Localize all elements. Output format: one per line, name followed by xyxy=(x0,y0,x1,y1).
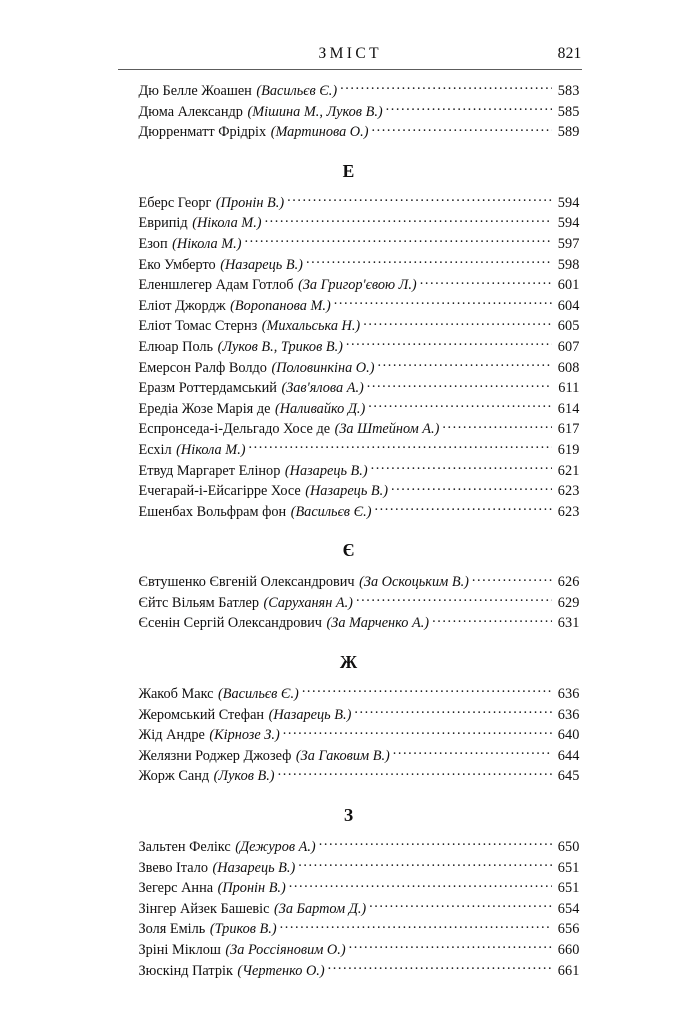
toc-entry-page-number: 594 xyxy=(557,215,580,232)
toc-entry-page-number: 585 xyxy=(557,103,580,120)
toc-entry-author: (Назарець В.) xyxy=(268,706,352,723)
toc-entry-author: (Васильєв Є.) xyxy=(256,83,338,99)
toc-entry-author: (За Григор'євою Л.) xyxy=(298,277,417,294)
toc-entry-author: (За Оскоцьким В.) xyxy=(359,574,469,591)
toc-entry-name: Есхіл xyxy=(138,441,172,458)
toc-entry-name: Звево Італо xyxy=(138,859,208,876)
toc-entry-page-number: 608 xyxy=(557,359,580,376)
toc-entry[interactable] xyxy=(118,399,580,420)
toc-entry-author: (Михальська Н.) xyxy=(261,318,361,335)
toc-entry-dot-leader xyxy=(356,593,552,607)
toc-entry[interactable] xyxy=(118,502,580,523)
toc-entry-dot-leader xyxy=(349,940,552,954)
toc-entry-dot-leader xyxy=(442,419,551,433)
toc-entry[interactable] xyxy=(118,593,580,614)
toc-entry-author: (Нікола М.) xyxy=(172,235,242,252)
toc-entry-author: (Назарець В.) xyxy=(284,462,368,479)
toc-entry-name: Жід Андре xyxy=(138,727,205,744)
toc-entry-name: Зегерс Анна xyxy=(138,880,214,897)
toc-entry[interactable] xyxy=(118,572,580,593)
toc-entry[interactable] xyxy=(118,837,580,858)
toc-entry-dot-leader xyxy=(302,684,552,698)
toc-entry[interactable] xyxy=(118,705,580,726)
toc-entry-name: Еленшлегер Адам Готлоб xyxy=(138,277,294,294)
toc-entry[interactable] xyxy=(118,746,580,767)
toc-entry-name: Етвуд Маргарет Елінор xyxy=(138,462,281,479)
toc-entry-dot-leader xyxy=(386,102,552,116)
toc-entry-page-number: 645 xyxy=(557,768,580,785)
toc-entry-dot-leader xyxy=(346,337,552,351)
toc-entry-list xyxy=(118,81,580,143)
section-letter-heading: Є xyxy=(342,540,355,561)
toc-entry[interactable] xyxy=(118,296,580,317)
toc-entry-dot-leader xyxy=(334,296,552,310)
toc-entry-dot-leader xyxy=(374,502,551,516)
running-head xyxy=(118,44,580,70)
toc-entry-name: Жакоб Макс xyxy=(138,686,214,703)
toc-entry-dot-leader xyxy=(306,255,552,269)
toc-entry[interactable] xyxy=(118,725,580,746)
toc-entry-page-number: 629 xyxy=(557,594,580,611)
toc-entry[interactable] xyxy=(118,878,580,899)
toc-entry-name: Дюма Александр xyxy=(138,103,243,120)
toc-entry[interactable] xyxy=(118,919,580,940)
header-rule xyxy=(118,69,582,70)
toc-section xyxy=(118,161,580,523)
toc-section xyxy=(118,652,580,787)
toc-entry-page-number: 594 xyxy=(557,194,580,211)
toc-entry-dot-leader xyxy=(280,919,552,933)
toc-entry-author: (Васильєв Є.) xyxy=(290,503,372,520)
toc-entry[interactable] xyxy=(118,766,580,787)
toc-entry-author: (За Штейном А.) xyxy=(334,421,440,438)
toc-entry-list xyxy=(118,837,580,981)
toc-entry-dot-leader xyxy=(265,213,552,227)
toc-entry-dot-leader xyxy=(340,81,551,95)
toc-entry-name: Ередіа Жозе Марія де xyxy=(138,400,271,417)
toc-entry-dot-leader xyxy=(432,613,551,627)
toc-entry-name: Дюрренматт Фрідріх xyxy=(138,124,267,141)
toc-entry-name: Езоп xyxy=(138,235,168,252)
toc-entry-list xyxy=(118,193,580,523)
toc-entry-dot-leader xyxy=(287,193,551,207)
toc-entry-page-number: 607 xyxy=(557,338,580,355)
toc-entry-dot-leader xyxy=(363,316,551,330)
toc-entry-page-number: 651 xyxy=(557,880,580,897)
toc-entry-page-number: 644 xyxy=(557,747,580,764)
toc-entry-name: Еліот Джордж xyxy=(138,297,226,314)
toc-entry[interactable] xyxy=(118,684,580,705)
toc-entry-page-number: 656 xyxy=(557,921,580,938)
toc-entry-page-number: 654 xyxy=(557,900,580,917)
toc-entry-page-number: 583 xyxy=(557,83,580,99)
toc-entry-list xyxy=(118,684,580,787)
toc-entry-author: (За Гаковим В.) xyxy=(295,747,390,764)
toc-entry[interactable] xyxy=(118,193,580,214)
toc-entry-dot-leader xyxy=(289,878,552,892)
toc-entry-author: (Кірнозе З.) xyxy=(209,727,280,744)
toc-entry[interactable] xyxy=(118,316,580,337)
toc-entry-author: (Чертенко О.) xyxy=(237,962,325,979)
page-title: ЗМІСТ xyxy=(318,45,382,62)
toc-entry-author: (Васильєв Є.) xyxy=(218,686,299,703)
toc-entry-dot-leader xyxy=(371,461,552,475)
toc-entry-author: (Нікола М.) xyxy=(176,441,246,458)
toc-entry-page-number: 598 xyxy=(557,256,580,273)
toc-entry-dot-leader xyxy=(319,837,552,851)
toc-entry-name: Ешенбах Вольфрам фон xyxy=(138,503,287,520)
toc-entry-dot-leader xyxy=(354,705,551,719)
toc-entry-page-number: 651 xyxy=(557,859,580,876)
toc-entry[interactable] xyxy=(118,378,580,399)
toc-entry-page-number: 661 xyxy=(557,962,580,979)
toc-entry-author: (Триков В.) xyxy=(209,921,277,938)
section-letter-heading: З xyxy=(343,805,354,826)
toc-entry-author: (За Россіяновим О.) xyxy=(225,942,346,958)
toc-entry[interactable] xyxy=(118,961,580,982)
toc-entry-dot-leader xyxy=(244,234,551,248)
toc-entry-author: (Дежуров А.) xyxy=(235,839,316,856)
toc-entry-page-number: 611 xyxy=(558,380,580,397)
toc-entry-name: Євтушенко Євгеній Олександрович xyxy=(138,574,355,591)
toc-entry-dot-leader xyxy=(283,725,552,739)
toc-entry-dot-leader xyxy=(391,481,552,495)
toc-entry[interactable] xyxy=(118,234,580,255)
toc-entry-author: (Мартинова О.) xyxy=(270,124,369,141)
toc-entry[interactable] xyxy=(118,419,580,440)
toc-entry-name: Золя Еміль xyxy=(138,921,206,938)
toc-entry-name: Зріні Міклош xyxy=(138,942,221,958)
toc-entry-page-number: 650 xyxy=(557,839,580,856)
toc-section xyxy=(118,540,580,634)
toc-entry-author: (Саруханян А.) xyxy=(263,594,353,611)
toc-entry-name: Єсенін Сергій Олександрович xyxy=(138,615,322,632)
toc-entry-name: Еберс Георг xyxy=(138,194,212,211)
toc-entry-name: Еліот Томас Стернз xyxy=(138,318,258,335)
toc-entry-author: (Воропанова М.) xyxy=(230,297,331,314)
toc-entry-name: Зальтен Фелікс xyxy=(138,839,231,856)
toc-entry-name: Еврипід xyxy=(138,215,188,232)
toc-entry-page-number: 660 xyxy=(557,942,580,958)
toc-entry-author: (Пронін В.) xyxy=(215,194,285,211)
toc-entry-page-number: 619 xyxy=(557,441,580,458)
toc-entry[interactable] xyxy=(118,213,580,234)
toc-entry[interactable] xyxy=(118,440,580,461)
toc-entry[interactable] xyxy=(118,255,580,276)
toc-entry-name: Жорж Санд xyxy=(138,768,210,785)
toc-entry-name: Еко Умберто xyxy=(138,256,216,273)
toc-entry-page-number: 589 xyxy=(557,124,580,141)
toc-entry[interactable] xyxy=(118,275,580,296)
toc-entry[interactable] xyxy=(118,899,580,920)
toc-entry-dot-leader xyxy=(368,399,551,413)
toc-entry-name: Елюар Поль xyxy=(138,338,214,355)
toc-entry-name: Ечегарай-і-Ейсагірре Хосе xyxy=(138,483,301,500)
toc-entry-author: (Назарець В.) xyxy=(305,483,388,500)
toc-entry-dot-leader xyxy=(472,572,552,586)
toc-entry-dot-leader xyxy=(367,378,552,392)
toc-entry-dot-leader xyxy=(298,858,551,872)
toc-entry[interactable] xyxy=(118,461,580,482)
toc-entry-page-number: 623 xyxy=(557,503,580,520)
toc-entry-dot-leader xyxy=(278,766,552,780)
toc-entry-page-number: 604 xyxy=(557,297,580,314)
toc-entry[interactable] xyxy=(118,481,580,502)
toc-entry-author: (За Марченко А.) xyxy=(326,615,430,632)
toc-entry-author: (Половинкіна О.) xyxy=(271,359,375,376)
toc-entry-author: (Луков В., Триков В.) xyxy=(217,338,343,355)
section-letter-heading: Е xyxy=(342,160,355,181)
section-letter-heading: Ж xyxy=(339,652,358,673)
toc-entry[interactable] xyxy=(118,858,580,879)
toc-entry-name: Дю Белле Жоашен xyxy=(138,83,252,99)
toc-entry-author: (За Бартом Д.) xyxy=(274,900,367,917)
toc-entry-page-number: 614 xyxy=(557,400,580,417)
toc-entry-name: Зінгер Айзек Башевіс xyxy=(138,900,270,917)
toc-entry-dot-leader xyxy=(377,358,551,372)
toc-entry-page-number: 605 xyxy=(557,318,580,335)
toc-entry-list xyxy=(118,572,580,634)
toc-entry-page-number: 617 xyxy=(557,421,580,438)
toc-entry-name: Єйтс Вільям Батлер xyxy=(138,594,259,611)
toc-entry[interactable] xyxy=(118,102,580,123)
toc-entry-page-number: 623 xyxy=(557,483,580,500)
toc-entry-dot-leader xyxy=(371,122,551,136)
toc-entry-page-number: 601 xyxy=(557,277,580,294)
toc-entry-author: (Пронін В.) xyxy=(217,880,286,897)
toc-entry-name: Желязни Роджер Джозеф xyxy=(138,747,292,764)
toc-section xyxy=(118,805,580,981)
toc-entry[interactable] xyxy=(118,337,580,358)
toc-entry-dot-leader xyxy=(393,746,552,760)
toc-entry-author: (Нікола М.) xyxy=(192,215,262,232)
folio-page-number: 821 xyxy=(557,45,582,62)
toc-entry-author: (Луков В.) xyxy=(213,768,275,785)
toc-entry-page-number: 597 xyxy=(557,235,580,252)
toc-entry-dot-leader xyxy=(369,899,551,913)
toc-entry-author: (Назарець В.) xyxy=(212,859,296,876)
toc-entry[interactable] xyxy=(118,81,580,102)
toc-entry-page-number: 636 xyxy=(557,686,580,703)
toc-entry-name: Зюскінд Патрік xyxy=(138,962,233,979)
toc-entry-author: (Зав'ялова А.) xyxy=(281,380,364,397)
toc-entry-page-number: 636 xyxy=(557,706,580,723)
toc-entry-author: (Назарець В.) xyxy=(220,256,303,273)
toc-entry-name: Емерсон Ралф Волдо xyxy=(138,359,267,376)
toc-entry-author: (Наливайко Д.) xyxy=(274,400,366,417)
toc-entry-dot-leader xyxy=(328,961,552,975)
toc-entry-page-number: 631 xyxy=(557,615,580,632)
toc-entry-name: Жеромський Стефан xyxy=(138,706,265,723)
toc-entry-page-number: 621 xyxy=(557,462,580,479)
toc-entry[interactable] xyxy=(118,358,580,379)
toc-entry[interactable] xyxy=(118,122,580,143)
toc-entry-name: Еспронседа-і-Дельгадо Хосе де xyxy=(138,421,331,438)
table-of-contents xyxy=(118,70,580,981)
toc-section xyxy=(118,81,580,143)
toc-entry[interactable] xyxy=(118,940,580,961)
toc-entry-dot-leader xyxy=(420,275,552,289)
toc-entry-dot-leader xyxy=(249,440,552,454)
toc-entry-author: (Мішина М., Луков В.) xyxy=(247,103,383,120)
toc-entry-page-number: 640 xyxy=(557,727,580,744)
toc-entry-name: Еразм Роттердамський xyxy=(138,380,277,397)
toc-entry[interactable] xyxy=(118,613,580,634)
toc-entry-page-number: 626 xyxy=(557,574,580,591)
